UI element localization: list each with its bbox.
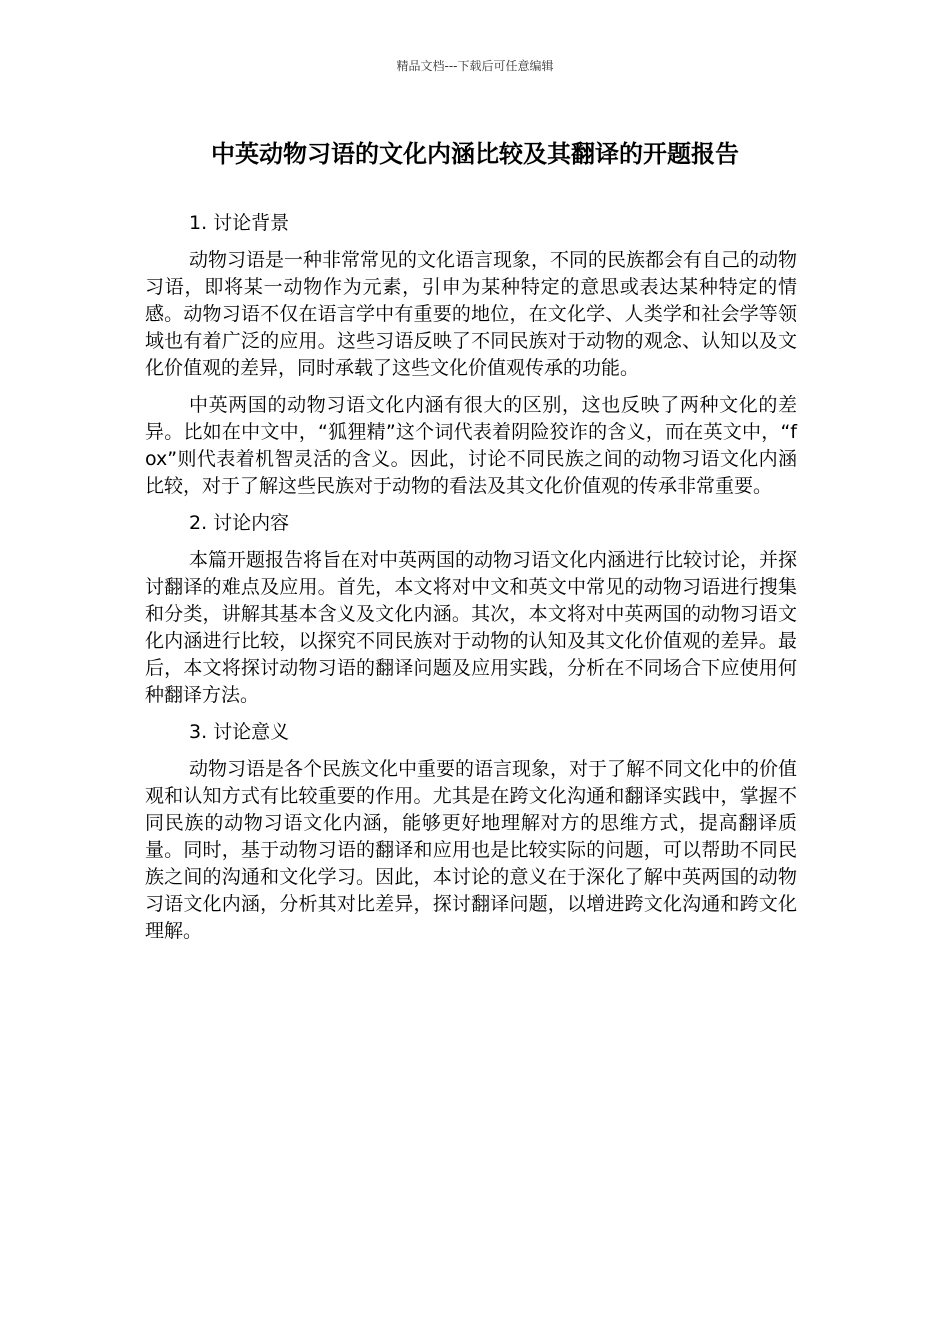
section-content xyxy=(145,510,797,709)
paragraph: 动物习语是一种非常常见的文化语言现象，不同的民族都会有自己的动物习语，即将某一动物作为元素，引申为某种特定的意思或表达某种特定的情感。动物习语不仅在语言学中有重要的地位，在文化学、人类学和社会学等领域也有着广泛的应用。这些习语反映了不同民族对于动物的观念、认知以及文化价值观的差异，同时承载了这些文化价值观传承的功能。 xyxy=(145,249,798,379)
page-header-watermark: 精品文档---下载后可任意编辑 xyxy=(396,59,554,73)
document-body xyxy=(145,210,797,955)
section-heading-background: 1. 讨论背景 xyxy=(189,212,290,234)
paragraph: 中英两国的动物习语文化内涵有很大的区别，这也反映了两种文化的差异。比如在中文中，“狐狸精”这个词代表着阴险狡诈的含义，而在英文中，“fox”则代表着机智灵活的含义。因此，讨论不同民族之间的动物习语文化内涵比较，对于了解这些民族对于动物的看法及其文化价值观的传承非常重要。 xyxy=(145,394,797,497)
section-heading-content: 2. 讨论内容 xyxy=(189,512,290,534)
section-heading-significance: 3. 讨论意义 xyxy=(189,721,290,743)
document-title: 中英动物习语的文化内涵比较及其翻译的开题报告 xyxy=(211,140,739,168)
paragraph: 动物习语是各个民族文化中重要的语言现象，对于了解不同文化中的价值观和认知方式有比较重要的作用。尤其是在跨文化沟通和翻译实践中，掌握不同民族的动物习语文化内涵，能够更好地理解对方的思维方式，提高翻译质量。同时，基于动物习语的翻译和应用也是比较实际的问题，可以帮助不同民族之间的沟通和文化学习。因此，本讨论的意义在于深化了解中英两国的动物习语文化内涵，分析其对比差异，探讨翻译问题，以增进跨文化沟通和跨文化理解。 xyxy=(145,758,798,942)
section-background xyxy=(145,210,797,500)
paragraph: 本篇开题报告将旨在对中英两国的动物习语文化内涵进行比较讨论，并探讨翻译的难点及应用。首先，本文将对中文和英文中常见的动物习语进行搜集和分类，讲解其基本含义及文化内涵。其次，本文将对中英两国的动物习语文化内涵进行比较，以探究不同民族对于动物的认知及其文化价值观的差异。最后，本文将探讨动物习语的翻译问题及应用实践，分析在不同场合下应使用何种翻译方法。 xyxy=(145,549,798,706)
section-significance xyxy=(145,719,797,945)
